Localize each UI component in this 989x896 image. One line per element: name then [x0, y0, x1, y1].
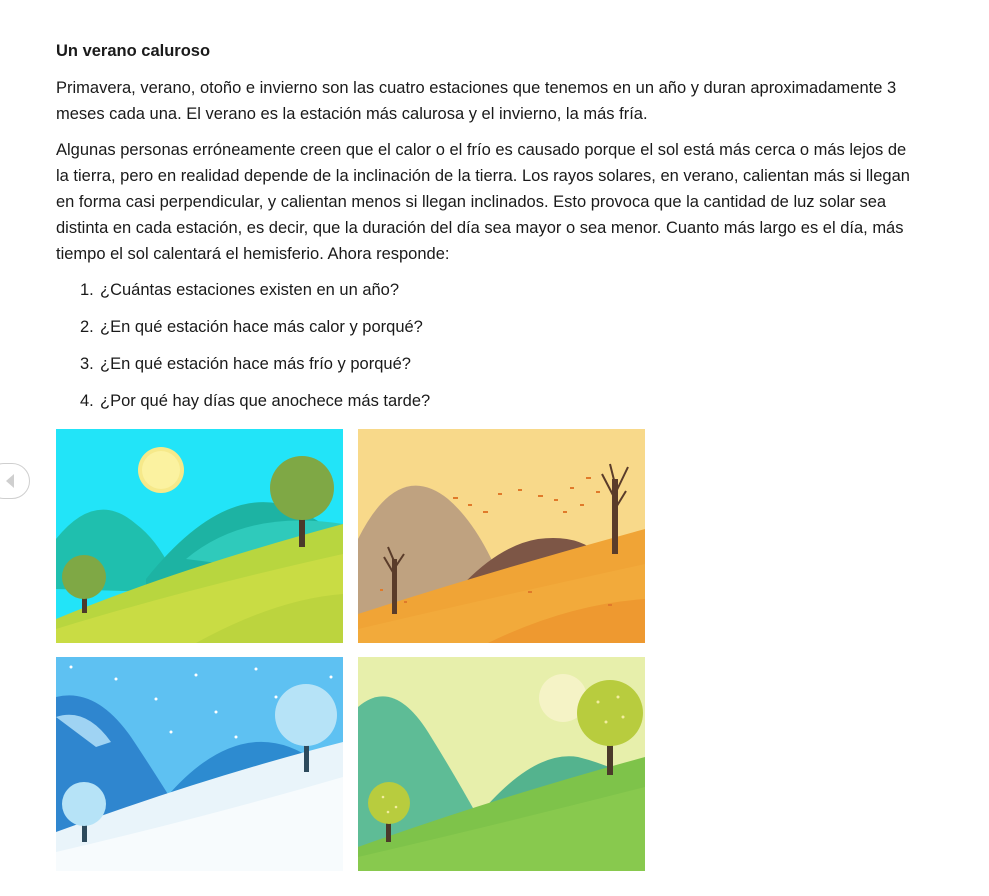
question-item	[56, 314, 916, 340]
question-number: 3.	[80, 355, 94, 373]
document-body	[56, 38, 916, 425]
question-number: 4.	[80, 392, 94, 410]
question-text: ¿En qué estación hace más frío y porqué?	[100, 355, 411, 373]
paragraph-intro: Primavera, verano, otoño e invierno son las cuatro estaciones que tenemos en un año y duran aproximadamente 3 meses cada una. El verano es la estación más calurosa y el invierno, la más fría.	[56, 79, 897, 123]
question-item	[56, 388, 916, 414]
question-text: ¿Por qué hay días que anochece más tarde?	[100, 392, 431, 410]
winter-landscape-image	[56, 657, 343, 871]
prev-slide-button[interactable]	[0, 463, 30, 499]
paragraph-explanation: Algunas personas erróneamente creen que el calor o el frío es causado porque el sol está más cerca o más lejos de la tierra, pero en realidad depende de la inclinación de la tierra. Los rayos solares, en verano, calientan más si llegan en forma casi perpendicular, y calientan menos si llegan inclinados. Esto provoca que la cantidad de luz solar sea distinta en cada estación, es decir, que la duración del día sea mayor o sea menor. Cuanto más largo es el día, más tiempo el sol calentará el hemisferio. Ahora responde:	[56, 141, 910, 263]
autumn-landscape-image	[358, 429, 645, 643]
question-item	[56, 277, 916, 303]
question-number: 1.	[80, 281, 94, 299]
question-number: 2.	[80, 318, 94, 336]
summer-landscape-image	[56, 429, 343, 643]
questions-list	[56, 277, 916, 414]
question-item	[56, 351, 916, 377]
question-text: ¿En qué estación hace más calor y porqué?	[100, 318, 423, 336]
spring-landscape-image	[358, 657, 645, 871]
document-title: Un verano caluroso	[56, 42, 211, 60]
question-text: ¿Cuántas estaciones existen en un año?	[100, 281, 400, 299]
chevron-left-icon	[5, 473, 15, 489]
